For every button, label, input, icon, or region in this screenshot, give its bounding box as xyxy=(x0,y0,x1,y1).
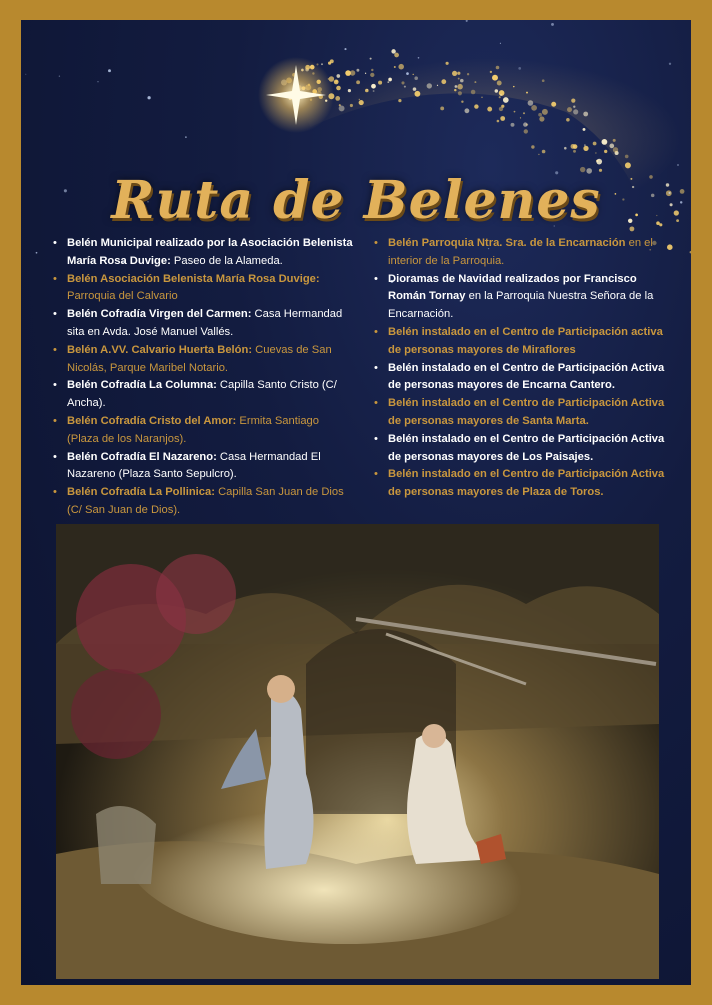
sparkle-dot xyxy=(583,146,588,151)
sparkle-dot xyxy=(371,84,376,89)
bullet-icon: • xyxy=(53,414,57,427)
list-item: • Belén Asociación Belenista María Rosa Duvige: Parroquia del Calvario xyxy=(53,272,320,303)
sparkle-dot xyxy=(370,58,372,60)
list-item: • Belén Cofradía Cristo del Amor: Ermita Santiago (Plaza de los Naranjos). xyxy=(53,414,320,445)
sparkle-dot xyxy=(538,113,542,117)
sparkle-dot xyxy=(539,116,544,121)
sparkle-dot xyxy=(474,81,476,83)
sparkle-dot xyxy=(378,81,382,85)
sparkle-dot xyxy=(571,98,575,102)
sparkle-dot xyxy=(496,66,500,70)
sparkle-dot xyxy=(531,105,537,111)
sparkle-dot xyxy=(604,150,607,153)
list-item: • Belén Parroquia Ntra. Sra. de la Encarnación en el interior de la Parroquia. xyxy=(374,237,653,267)
sparkle-dot xyxy=(514,111,516,113)
sparkle-dot xyxy=(583,112,588,117)
list-item: • Belén instalado en el Centro de Participación Activa de personas mayores de Santa Marta. xyxy=(374,397,665,427)
sparkle-dot xyxy=(455,85,458,88)
sparkle-dot xyxy=(551,102,556,107)
list-item: • Belén instalado en el Centro de Participación Activa de personas mayores de Plaza de Toros. xyxy=(374,468,665,499)
background-star xyxy=(25,74,26,75)
background-star xyxy=(59,76,60,77)
sparkle-dot xyxy=(391,49,395,53)
sparkle-dot xyxy=(523,122,527,126)
sparkle-dot xyxy=(335,80,337,82)
background-star xyxy=(344,48,346,50)
bullet-icon: • xyxy=(53,272,57,285)
sparkle-dot xyxy=(467,73,469,75)
sparkle-dot xyxy=(613,139,616,142)
bullet-icon: • xyxy=(374,468,378,481)
background-star xyxy=(466,20,468,22)
sparkle-dot xyxy=(457,84,463,90)
sparkle-dot xyxy=(542,109,548,115)
sparkle-dot xyxy=(513,86,514,87)
sparkle-dot xyxy=(452,71,457,76)
list-item: • Belén instalado en el Centro de Participación Activa de personas mayores de Encarna Cantero. xyxy=(374,361,665,392)
background-star xyxy=(418,57,420,59)
sparkle-dot xyxy=(481,96,483,98)
sparkle-dot xyxy=(583,128,586,131)
bullet-icon: • xyxy=(53,379,57,392)
list-item: • Belén Cofradía La Pollinica: Capilla San Juan de Dios (C/ San Juan de Dios). xyxy=(53,486,344,516)
sparkle-dot xyxy=(388,78,392,82)
bullet-icon: • xyxy=(374,397,378,410)
background-star xyxy=(108,69,111,72)
bullet-icon: • xyxy=(53,237,57,249)
sparkle-dot xyxy=(437,85,438,86)
background-star xyxy=(677,164,679,166)
sparkle-dot xyxy=(356,80,360,84)
sparkle-dot xyxy=(524,129,528,133)
sparkle-dot xyxy=(538,154,539,155)
sparkle-dot xyxy=(365,73,366,74)
sparkle-dot xyxy=(336,74,340,78)
background-star xyxy=(518,67,521,70)
sparkle-dot xyxy=(499,96,501,98)
sparkle-dot xyxy=(511,123,515,127)
bullet-icon: • xyxy=(53,308,57,321)
sparkle-dot xyxy=(566,118,570,122)
sparkle-dot xyxy=(487,107,492,112)
list-item: • Belén Cofradía La Columna: Capilla Santo Cristo (C/ Ancha). xyxy=(53,379,337,410)
sparkle-dot xyxy=(690,251,691,253)
sparkle-dot xyxy=(564,147,567,150)
sparkle-dot xyxy=(503,97,509,103)
sparkle-dot xyxy=(593,142,597,146)
sparkle-dot xyxy=(471,90,476,95)
sparkle-dot xyxy=(335,96,340,101)
background-star xyxy=(669,63,671,65)
sparkle-dot xyxy=(595,152,596,153)
sparkle-dot xyxy=(523,112,525,114)
sparkle-dot xyxy=(497,120,500,123)
sparkle-dot xyxy=(567,107,572,112)
sparkle-dot xyxy=(526,92,528,94)
bullet-icon: • xyxy=(374,325,378,338)
page-title: Ruta de Belenes xyxy=(111,170,601,231)
bullet-icon: • xyxy=(374,237,378,249)
sparkle-dot xyxy=(394,53,399,58)
sparkle-dot xyxy=(584,144,586,146)
sparkle-dot xyxy=(359,99,360,100)
bullet-icon: • xyxy=(53,450,57,463)
sparkle-dot xyxy=(495,89,498,92)
nativity-photo xyxy=(56,524,659,979)
sparkle-dot xyxy=(371,69,373,71)
sparkle-dot xyxy=(330,59,334,63)
sparkle-dot xyxy=(398,64,404,70)
sparkle-dot xyxy=(613,147,618,152)
sparkle-dot xyxy=(490,71,492,73)
sparkle-dot xyxy=(414,91,420,97)
sparkle-dot xyxy=(573,150,576,153)
sparkle-dot xyxy=(321,63,323,65)
sparkle-dot xyxy=(413,74,414,75)
sparkle-dot xyxy=(601,139,607,145)
background-star xyxy=(551,23,554,26)
sparkle-dot xyxy=(542,150,546,154)
sparkle-dot xyxy=(387,81,389,83)
sparkle-dot xyxy=(458,78,460,80)
belenes-list-left xyxy=(53,235,353,520)
sparkle-dot xyxy=(404,86,406,88)
background-star xyxy=(36,252,38,254)
sparkle-dot xyxy=(500,94,502,96)
sparkle-dot xyxy=(350,104,353,107)
belenes-list-right xyxy=(374,235,674,502)
bullet-icon: • xyxy=(53,486,57,499)
sparkle-dot xyxy=(373,90,375,92)
list-item: • Belén instalado en el Centro de Participación activa de personas mayores de Miraflores xyxy=(374,325,663,356)
sparkle-dot xyxy=(427,83,432,88)
sparkle-dot xyxy=(440,106,444,110)
background-star xyxy=(147,96,150,99)
list-item: • Belén Municipal realizado por la Asociación Belenista María Rosa Duvige: Paseo de la Alameda. xyxy=(53,237,353,267)
sparkle-dot xyxy=(461,100,463,102)
bullet-icon: • xyxy=(374,361,378,374)
sparkle-dot xyxy=(573,109,578,114)
sparkle-dot xyxy=(596,159,602,165)
sparkle-dot xyxy=(625,162,631,168)
list-item: • Belén A.VV. Calvario Huerta Belón: Cuevas de San Nicolás, Parque Maribel Notario. xyxy=(53,343,332,374)
sparkle-dot xyxy=(458,91,462,95)
sparkle-dot xyxy=(441,79,446,84)
sparkle-dot xyxy=(474,104,478,108)
list-item: • Belén Cofradía El Nazareno: Casa Hermandad El Nazareno (Plaza Santo Sepulcro). xyxy=(53,450,321,481)
sparkle-dot xyxy=(359,100,364,105)
list-item: • Belén Cofradía Virgen del Carmen: Casa Hermandad sita en Avda. José Manuel Vallés. xyxy=(53,308,343,338)
sparkle-dot xyxy=(542,79,545,82)
sparkle-dot xyxy=(492,75,498,81)
list-item: • Belén instalado en el Centro de Participación Activa de personas mayores de Los Paisajes. xyxy=(374,432,665,463)
sparkle-dot xyxy=(454,89,456,91)
sparkle-dot xyxy=(625,155,629,159)
sparkle-dot xyxy=(531,145,534,148)
sparkle-dot xyxy=(394,66,396,68)
sparkle-dot xyxy=(573,106,575,108)
bullet-icon: • xyxy=(374,272,378,285)
sparkle-dot xyxy=(500,116,505,121)
sparkle-dot xyxy=(398,99,401,102)
bullet-icon: • xyxy=(374,432,378,445)
background-star xyxy=(500,43,501,44)
bullet-icon: • xyxy=(53,343,57,356)
sparkle-dot xyxy=(414,76,418,80)
sparkle-dot xyxy=(413,87,417,91)
sparkle-dot xyxy=(609,144,614,149)
sparkle-dot xyxy=(401,81,404,84)
sparkle-dot xyxy=(345,70,351,76)
sparkle-dot xyxy=(356,69,359,72)
sparkle-dot xyxy=(365,89,369,93)
sparkle-dot xyxy=(446,62,449,65)
background-star xyxy=(97,81,98,82)
list-item: • Dioramas de Navidad realizados por Francisco Román Tornay en la Parroquia Nuestra Señora de la Encarnación. xyxy=(374,272,654,321)
sparkle-dot xyxy=(460,79,464,83)
background-star xyxy=(185,136,187,138)
sparkle-dot xyxy=(366,89,367,90)
sparkle-dot xyxy=(464,108,469,113)
sparkle-dot xyxy=(497,81,502,86)
sparkle-dot xyxy=(339,105,345,111)
poster xyxy=(21,20,691,985)
sparkle-dot xyxy=(571,144,576,149)
sparkle-dot xyxy=(348,89,351,92)
sparkle-dot xyxy=(336,86,341,91)
sparkle-dot xyxy=(370,73,374,77)
sparkle-dot xyxy=(528,100,534,106)
sparkle-dot xyxy=(499,107,503,111)
sparkle-dot xyxy=(457,72,460,75)
background-star xyxy=(406,72,409,75)
sparkle-dot xyxy=(520,117,521,118)
